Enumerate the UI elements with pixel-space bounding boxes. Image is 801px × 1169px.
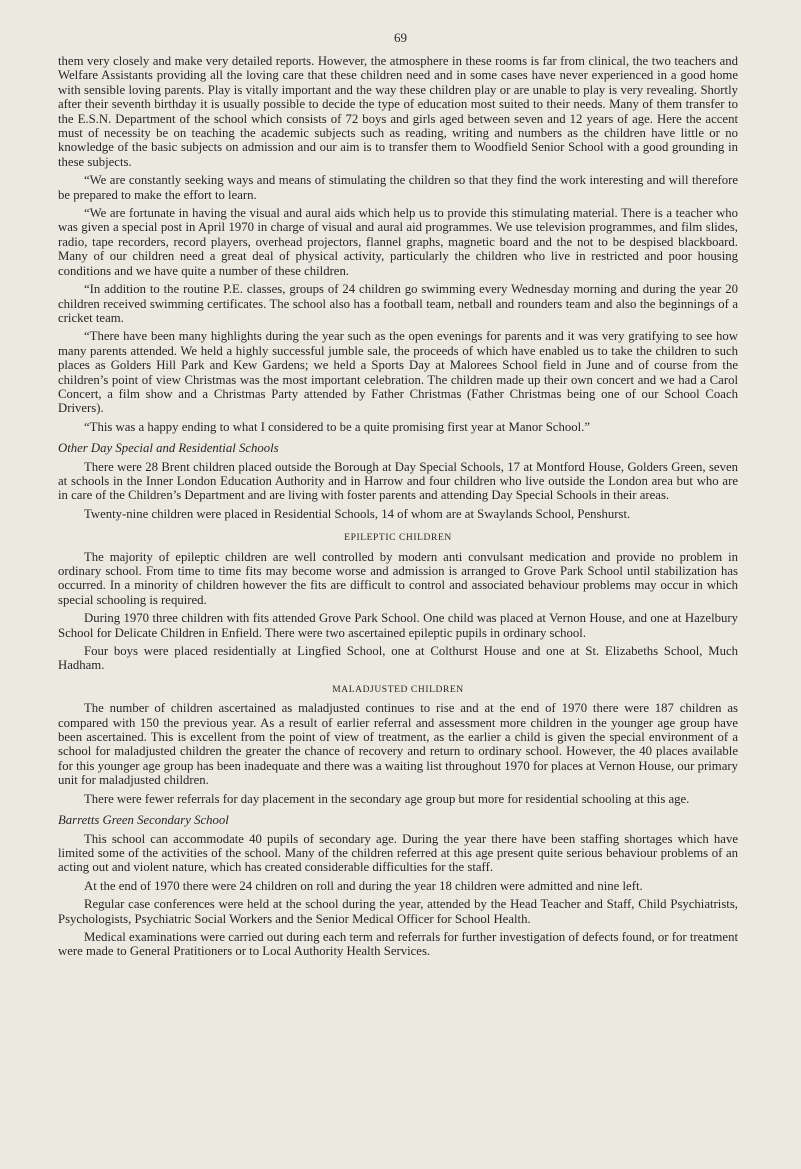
paragraph: There were 28 Brent children placed outside the Borough at Day Special Schools, 17 at Montford House, Golders Green, seven at schools in the Inner London Education Authority and in Harrow and four children who live outside the London area but who are in care of the Children’s Department and are living with foster parents and attending Day Special Schools in their areas. <box>58 459 738 503</box>
paragraph: At the end of 1970 there were 24 children on roll and during the year 18 children were admitted and nine left. <box>84 878 643 893</box>
paragraph: “We are constantly seeking ways and means of stimulating the children so that they find the work interesting and will therefore be prepared to make the effort to learn. <box>58 173 738 202</box>
section-heading-epileptic-children: EPILEPTIC CHILDREN <box>344 533 452 544</box>
paragraph: Four boys were placed residentially at Lingfied School, one at Colthurst House and one at St. Elizabeths School, Much Hadham. <box>58 644 738 673</box>
page-number: 69 <box>394 30 407 45</box>
paragraph: During 1970 three children with fits attended Grove Park School. One child was placed at Vernon House, and one at Hazelbury School for Delicate Children in Enfield. There were two ascertained epileptic pupils in ordinary school. <box>58 611 738 640</box>
section-heading-other-day-special: Other Day Special and Residential Schools <box>58 441 279 456</box>
paragraph: There were fewer referrals for day placement in the secondary age group but more for residential schooling at this age. <box>84 791 690 806</box>
section-heading-barretts-green: Barretts Green Secondary School <box>58 813 229 828</box>
paragraph: The majority of epileptic children are well controlled by modern anti convulsant medication and provide no problem in ordinary school. From time to time fits may become worse and admission is arranged to Grove Park School until stabilization has occurred. In a minority of children however the fits are difficult to control and associated behaviour problems may occur in which special schooling is required. <box>58 549 738 607</box>
paragraph: “We are fortunate in having the visual and aural aids which help us to provide this stimulating material. There is a teacher who was given a special post in April 1970 in charge of visual and aural aid programmes. We use television programmes, and film slides, radio, tape recorders, record players, overhead projectors, flannel graphs, magnetic board and the not to be despised blackboard. Many of our children need a great deal of physical activity, particularly the children who live in restricted and poor housing conditions and we have quite a number of these children. <box>58 206 738 278</box>
paragraph: them very closely and make very detailed reports. However, the atmosphere in these rooms is far from clinical, the two teachers and Welfare Assistants providing all the loving care that these children need and in some cases have never experienced in a good home with sensible loving parents. Play is vitally important and the way these children play or are unable to play is very revealing. Shortly after their seventh birthday it is usually possible to decide the type of education most suited to their needs. Many of them transfer to the E.S.N. Department of the school which consists of 72 boys and girls aged between seven and 12 years of age. Here the accent must of necessity be on teaching the academic subjects such as reading, writing and numbers as the children have little or no knowledge of the basic subjects on admission and our aim is to transfer them to Woodfield Senior School with a good grounding in these subjects. <box>58 54 738 169</box>
paragraph: “This was a happy ending to what I considered to be a quite promising first year at Manor School.” <box>84 419 590 434</box>
paragraph: “There have been many highlights during the year such as the open evenings for parents and it was very gratifying to see how many parents attended. We held a highly successful jumble sale, the proceeds of which have enabled us to take the children to such places as Golders Hill Park and Kew Gardens; we held a Sports Day at Malorees School field in June and of course from the children’s point of view Christmas was the most important celebration. The children made up their own concert and we had a Carol Concert, a film show and a Christmas Party attended by Father Christmas (Father Christmas being one of our School Coach Drivers). <box>58 329 738 416</box>
paragraph: Regular case conferences were held at the school during the year, attended by the Head Teacher and Staff, Child Psychiatrists, Psychologists, Psychiatric Social Workers and the Senior Medical Officer for School Health. <box>58 897 738 926</box>
paragraph: Medical examinations were carried out during each term and referrals for further investigation of defects found, or for treatment were made to General Pratitioners or to Local Authority Health Services. <box>58 929 738 959</box>
paragraph: Twenty-nine children were placed in Residential Schools, 14 of whom are at Swaylands School, Penshurst. <box>84 506 631 521</box>
paragraph: “In addition to the routine P.E. classes, groups of 24 children go swimming every Wednesday morning and during the year 20 children received swimming certificates. The school also has a football team, netball and rounders team and also the beginnings of a cricket team. <box>58 282 738 325</box>
paragraph: The number of children ascertained as maladjusted continues to rise and at the end of 1970 there were 187 children as compared with 150 the previous year. As a result of earlier referral and assessment more children in the younger age group have been ascertained. This is excellent from the point of view of treatment, as the earlier a child is given the special environment of a school for maladjusted children the greater the chance of recovery and return to ordinary school. However, the 40 places available for this younger age group has been inadequate and there was a waiting list throughout 1970 for places at Vernon House, our primary unit for maladjusted children. <box>58 701 738 788</box>
body-text <box>58 54 738 963</box>
section-heading-maladjusted-children: MALADJUSTED CHILDREN <box>332 684 464 695</box>
paragraph: This school can accommodate 40 pupils of secondary age. During the year there have been staffing shortages which have limited some of the activities of the school. Many of the children referred at this age present quite serious behaviour problems of an acting out and violent nature, which has created considerable difficulties for the staff. <box>58 831 738 875</box>
